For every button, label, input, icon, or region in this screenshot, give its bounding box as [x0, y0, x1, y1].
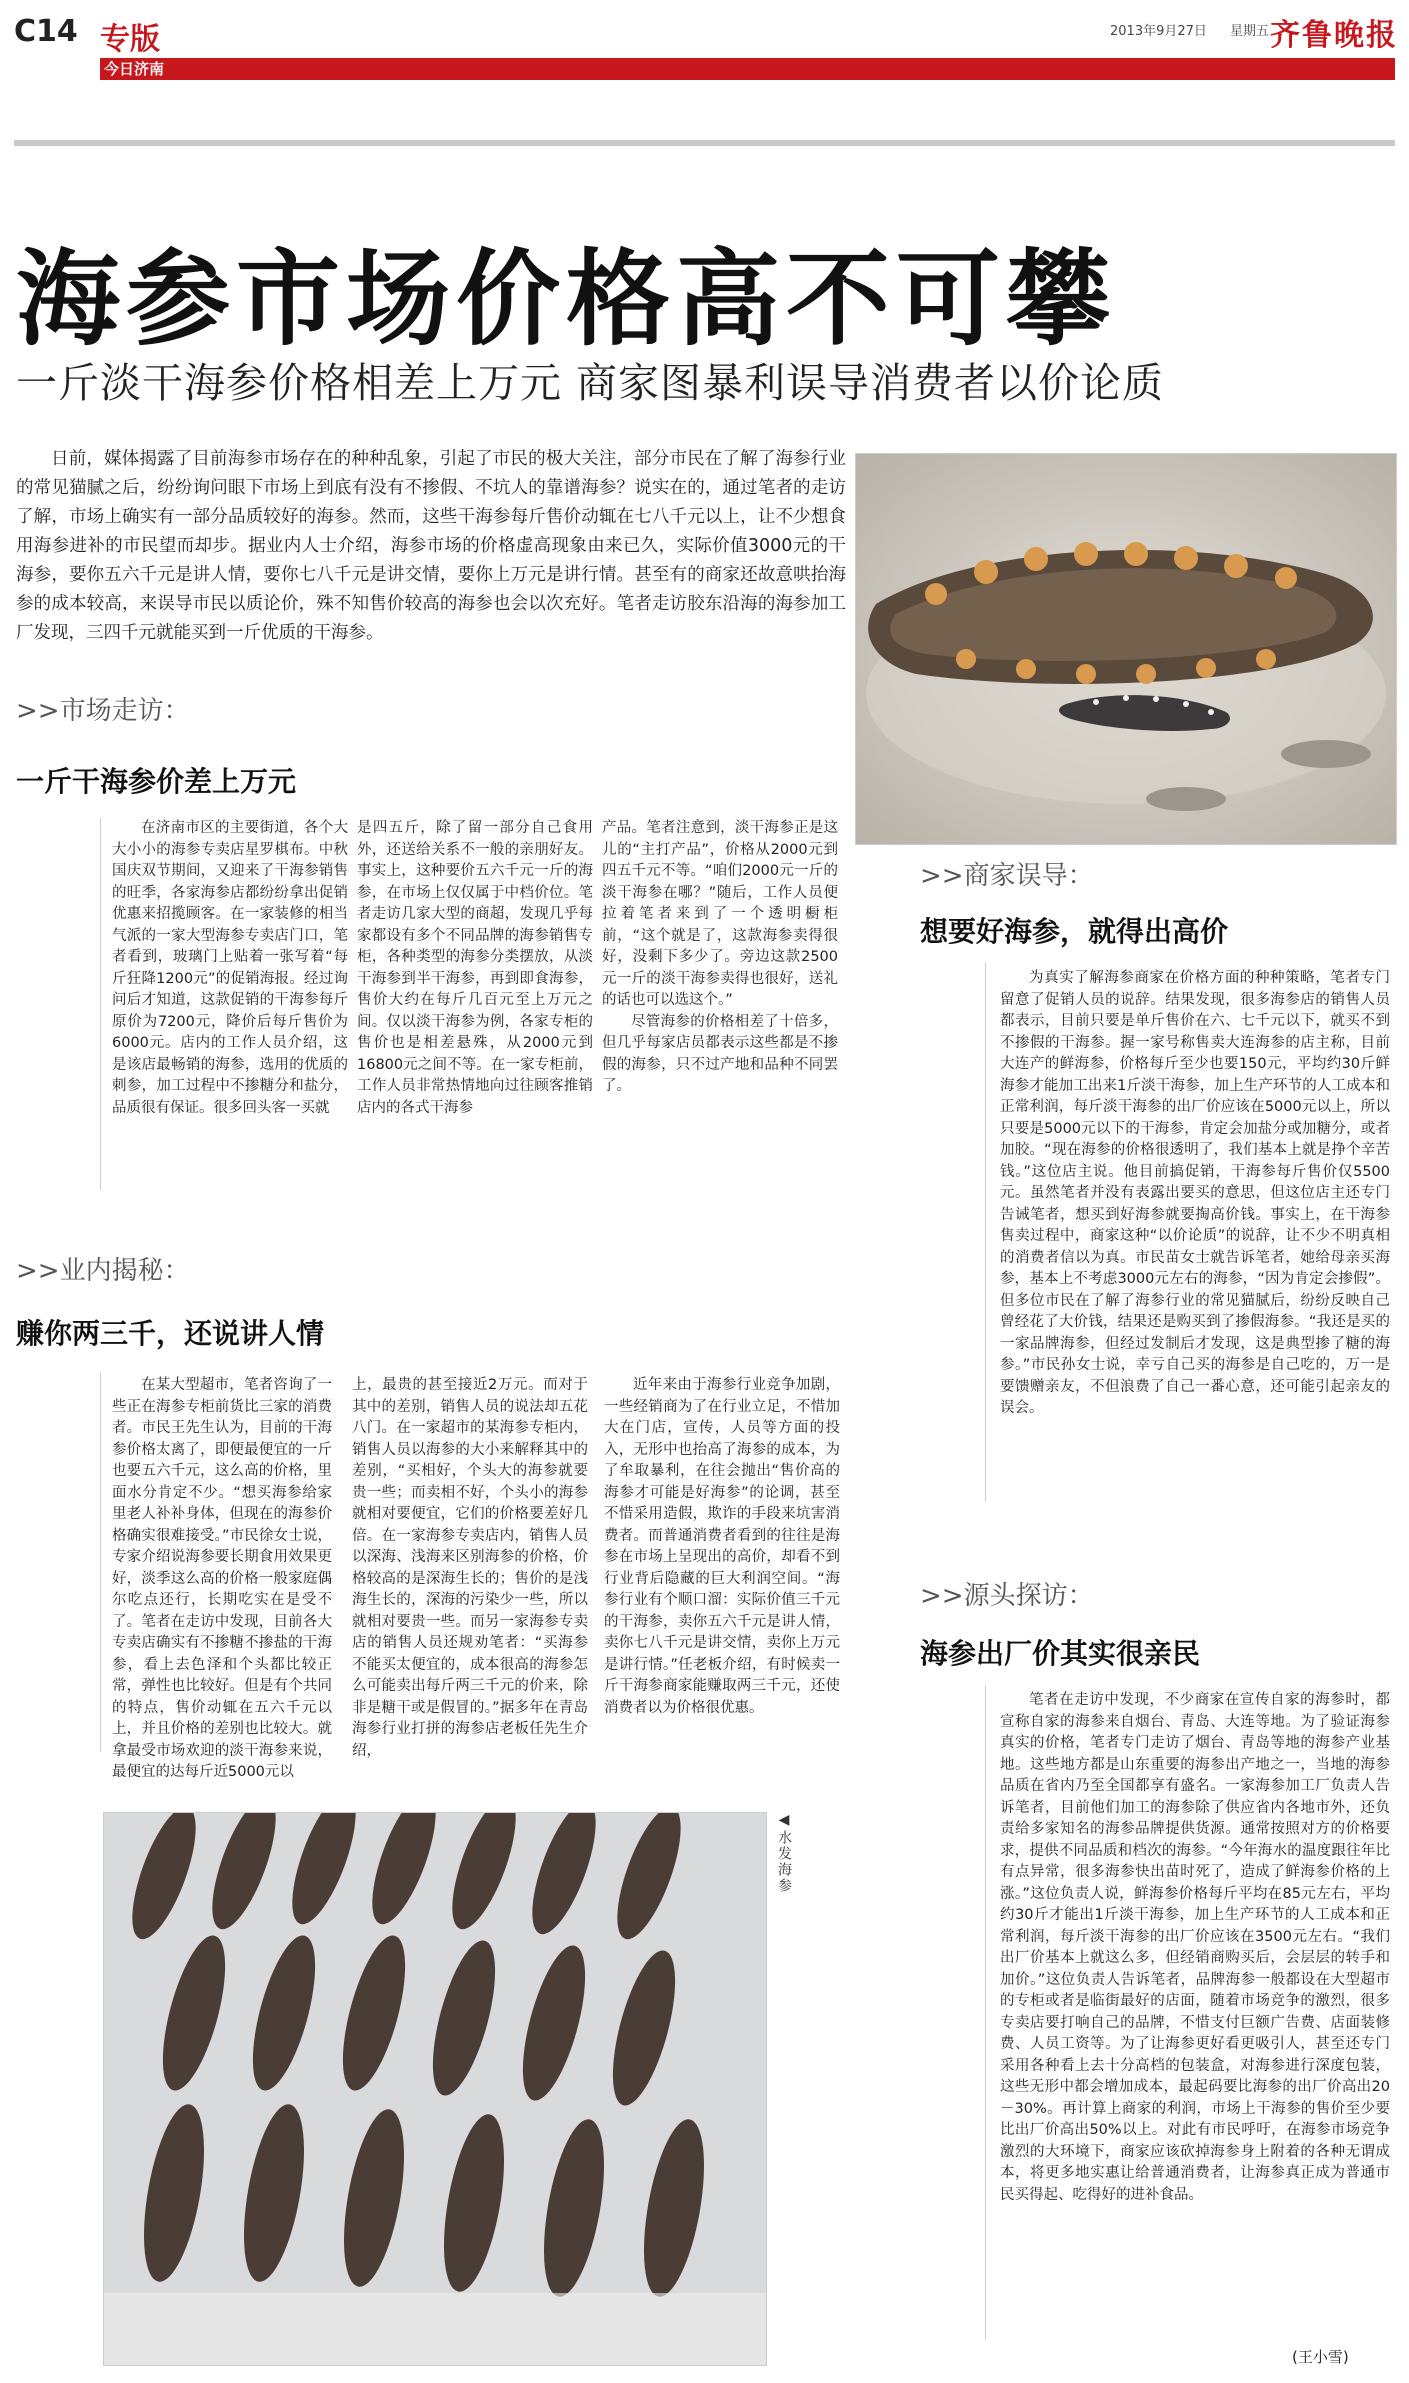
- sea-cucumber-photo-bottom: [103, 1812, 767, 2366]
- issue-date: 2013年9月27日: [1110, 24, 1207, 39]
- issue-weekday: 星期五: [1230, 24, 1270, 39]
- section-label-merchant: >>商家误导：: [920, 861, 1094, 891]
- lead-paragraph: 日前，媒体揭露了目前海参市场存在的种种乱象，引起了市民的极大关注，部分市民在了解了海参行业的常见猫腻之后，纷纷询问眼下市场上到底有没有不掺假、不坑人的靠谱海参？说实在的，通过笔者的走访了解，市场上确实有一部分品质较好的海参。然而，这些干海参每斤售价动辄在七八千元以上，让不少想食用海参进补的市民望而却步。据业内人士介绍，海参市场的价格虚高现象由来已久，实际价值3000元的干海参，要你五六千元是讲人情，要你七八千元是讲交情，要你上万元是讲行情。甚至有的商家还故意哄抬海参的成本较高，来误导市民以质论价，殊不知售价较高的海参也会以次充好。笔者走访胶东沿海的海参加工厂发现，三四千元就能买到一斤优质的干海参。: [16, 449, 846, 643]
- column-rule: [985, 962, 986, 1502]
- market-column-3-para-2: 尽管海参的价格相差了十倍多，但几乎每家店员都表示这些都是不掺假的海参，只不过产地和品种不同罢了。: [602, 1013, 838, 1094]
- section-title-industry: 赚你两三千，还说讲人情: [16, 1317, 325, 1350]
- page-category: 专版: [100, 22, 160, 57]
- photo-caption: ◀水发海参: [776, 1812, 792, 1894]
- top-divider: [14, 140, 1395, 146]
- market-column-3-para-1: 产品。笔者注意到，淡干海参正是这儿的“主打产品”，价格从2000元到四五千元不等。“咱们2000元一斤的淡干海参在哪？”随后，工作人员便拉着笔者来到了一个透明橱柜前，“这个就是了，这款海参卖得很好，没剩下多少了。旁边这款2500元一斤的淡干海参卖得也很好，送礼的话也可以选这个。”: [602, 820, 838, 1008]
- industry-column-1: 在某大型超市，笔者咨询了一些正在海参专柜前货比三家的消费者。市民王先生认为，目前的干海参价格太离了，即便最便宜的一斤也要五六千元，这么高的价格，里面水分肯定不少。“想买海参给家里老人补补身体，但现在的海参价格确实很难接受。”市民徐女士说，专家介绍说海参要长期食用效果更好，淡季这么高的价格一般家庭偶尔吃点还行，长期吃实在是受不了。笔者在走访中发现，目前各大专卖店确实有不掺糖不掺盐的干海参，看上去色泽和个头都比较正常，弹性也比较好。但是有个共同的特点，售价动辄在五六千元以上，并且价格的差别也比较大。就拿最受市场欢迎的淡干海参来说，最便宜的达每斤近5000元以: [112, 1377, 332, 1780]
- section-title-source: 海参出厂价其实很亲民: [920, 1637, 1201, 1670]
- section-title-market: 一斤干海参价差上万元: [16, 765, 297, 798]
- sea-cucumber-photo-top: [855, 453, 1397, 845]
- sea-cucumber-illustration: [856, 454, 1396, 844]
- section-title-merchant: 想要好海参，就得出高价: [920, 915, 1229, 948]
- water-soaked-sea-cucumbers-illustration: [104, 1813, 766, 2365]
- section-label-market: >>市场走访：: [16, 696, 190, 726]
- section-label-source: >>源头探访：: [920, 1581, 1094, 1611]
- header-bar: [100, 58, 1395, 80]
- section-label-industry: >>业内揭秘：: [16, 1256, 190, 1286]
- column-rule: [100, 1372, 101, 1752]
- market-column-2: 是四五斤，除了留一部分自己食用外，还送给关系不一般的亲朋好友。事实上，这种要价五六千元一斤的海参，在市场上仅仅属于中档价位。笔者走访几家大型的商超，发现几乎每家都设有多个不同品牌的海参销售专柜，各种类型的海参分类摆放，从淡干海参到半干海参，再到即食海参，售价大约在每斤几百元至上万元之间。仅以淡干海参为例，各家专柜的售价也是相差悬殊，从2000元到16800元之间不等。在一家专柜前，工作人员非常热情地向过往顾客推销店内的各式干海参: [357, 820, 593, 1116]
- market-column-3: [602, 818, 838, 1098]
- market-column-1: 在济南市区的主要街道，各个大大小小的海参专卖店星罗棋布。中秋国庆双节期间，又迎来了干海参销售的旺季，各家海参店都纷纷拿出促销优惠来招揽顾客。在一家装修的相当气派的一家大型海参专卖店门口，笔者看到，玻璃门上贴着一张写着“每斤狂降1200元”的促销海报。经过询问后才知道，这款促销的干海参每斤原价为7200元，降价后每斤售价为6000元。店内的工作人员介绍，这是该店最畅销的海参，选用的优质的刺参，加工过程中不掺糖分和盐分，品质很有保证。很多回头客一买就: [112, 820, 348, 1116]
- industry-column-2: 上，最贵的甚至接近2万元。而对于其中的差别，销售人员的说法却五花八门。在一家超市的某海参专柜内，销售人员以海参的大小来解释其中的差别，“买相好，个头大的海参就要贵一些；而卖相不好，个头小的海参就相对要便宜，它们的价格要差好几倍。在一家海参专卖店内，销售人员以深海、浅海来区别海参的价格，价格较高的是深海生长的；售价的是浅海生长的，深海的污染少一些，所以就相对要贵一些。而另一家海参专卖店的销售人员还规劝笔者：“买海参不能买太便宜的，成本很高的海参怎么可能卖出每斤两三千元的价来，除非是糖干或是假冒的。”据多年在青岛海参行业打拼的海参店老板任先生介绍，: [352, 1377, 588, 1759]
- industry-column-3: 近年来由于海参行业竞争加剧，一些经销商为了在行业立足，不惜加大在门店，宣传，人员等方面的投入，无形中也抬高了海参的成本，为了牟取暴利，在往会抛出“售价高的海参才可能是好海参”的论调，甚至不惜采用造假，欺诈的手段来坑害消费者。而普通消费者看到的往往是海参在市场上呈现出的高价，却看不到行业背后隐藏的巨大利润空间。“海参行业有个顺口溜：实际价值三千元的干海参，卖你五六千元是讲人情，卖你七八千元是讲交情，卖你上万元是讲行情。”任老板介绍，有时候卖一斤干海参商家能赚取两三千元，还使消费者以为价格很优惠。: [604, 1377, 840, 1716]
- byline: (王小雪): [1292, 2348, 1349, 2366]
- newspaper-logo: 齐鲁晚报: [1270, 18, 1398, 53]
- merchant-body: 为真实了解海参商家在价格方面的种种策略，笔者专门留意了促销人员的说辞。结果发现，很多海参店的销售人员都表示，目前只要是单斤售价在六、七千元以下，就买不到不掺假的干海参。握一家号称售卖大连海参的店主称，目前大连产的鲜海参，价格每斤至少也要150元，平均约30斤鲜海参才能加工出来1斤淡干海参，加上生产环节的人工成本和正常利润，每斤淡干海参的出厂价应该在5000元以上，所以只要是5000元以下的干海参，肯定会加盐分或加糖分，或者加胶。“现在海参的价格很透明了，我们基本上就是挣个辛苦钱。”这位店主说。他目前搞促销，干海参每斤售价仅5500元。虽然笔者并没有表露出要买的意思，但这位店主还专门告诫笔者，想买到好海参就要掏高价钱。事实上，在干海参售卖过程中，商家这种“以价论质”的说辞，让不少不明真相的消费者信以为真。市民苗女士就告诉笔者，她给母亲买海参，基本上不考虑3000元左右的海参，“因为肯定会掺假”。但多位市民在了解了海参行业的常见猫腻后，纷纷反映自己曾经花了大价钱，结果还是购买到了掺假海参。“我还是买的一家品牌海参，但经过发制后才发现，这是典型掺了糖的海参。”市民孙女士说，幸亏自己买的海参是自己吃的，万一是要馈赠亲友，不但浪费了自己一番心意，还可能引起亲友的误会。: [1000, 970, 1390, 1416]
- source-body: 笔者在走访中发现，不少商家在宣传自家的海参时，都宣称自家的海参来自烟台、青岛、大连等地。为了验证海参真实的价格，笔者专门走访了烟台、青岛等地的海参产业基地。这些地方都是山东重要的海参出产地之一，当地的海参品质在省内乃至全国都享有盛名。一家海参加工厂负责人告诉笔者，目前他们加工的海参除了供应省内各地市外，还负责给多家知名的海参品牌提供货源。通常按照对方的价格要求，提供不同品质和档次的海参。“今年海水的温度跟往年比有点异常，很多海参快出苗时死了，造成了鲜海参价格的上涨。”这位负责人说，鲜海参价格每斤平均在85元左右，平均约30斤才能出1斤淡干海参，加上生产环节的人工成本和正常利润，每斤淡干海参的出厂价应该在3500元左右。“我们出厂价基本上就这么多，但经销商购买后，会层层的转手和加价。”这位负责人告诉笔者，品牌海参一般都设在大型超市的专柜或者是临街最好的店面，随着市场竞争的激烈，很多专卖店要打响自己的品牌，不惜支付巨额广告费、店面装修费、人员工资等。为了让海参更好看更吸引人，甚至还专门采用各种看上去十分高档的包装盒，对海参进行深度包装，这些无形中都会增加成本，最起码要比海参的出厂价高出20－30%。再计算上商家的利润，市场上干海参的售价至少要比出厂价高出50%以上。对此有市民呼吁，在海参市场竞争激烈的大环境下，商家应该砍掉海参身上附着的各种无谓成本，将更多地实惠让给普通消费者，让海参真正成为普通市民买得起、吃得好的进补食品。: [1000, 1692, 1390, 2203]
- column-rule: [100, 818, 101, 1190]
- column-rule: [985, 1685, 986, 2340]
- page-code: C14: [14, 14, 78, 49]
- subheadline: 一斤淡干海参价格相差上万元 商家图暴利误导消费者以价论质: [16, 359, 1165, 407]
- page-subcategory: 今日济南: [104, 60, 165, 78]
- headline: 海参市场价格高不可攀: [16, 238, 1117, 360]
